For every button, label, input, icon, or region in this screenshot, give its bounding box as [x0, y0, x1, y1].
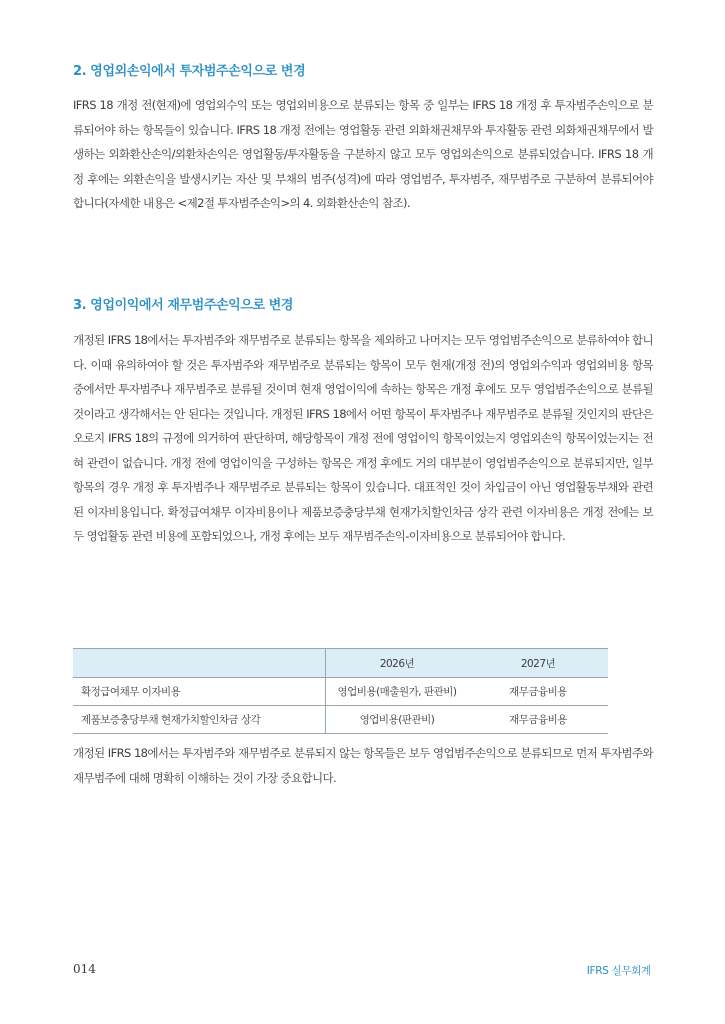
table-row: [73, 706, 608, 734]
running-footer-title: IFRS 실무회계: [586, 965, 651, 977]
table-cell: 제품보증충당부채 현재가치할인차금 상각: [73, 706, 326, 734]
section-2-paragraph: IFRS 18 개정 전(현재)에 영업외수익 또는 영업외비용으로 분류되는 항목 중 일부는 IFRS 18 개정 후 투자범주손익으로 분류되어야 하는 항목들이 있습니다. IFRS 18 개정 전에는 영업활동 관련 외화채권채무와 투자활동 관련 외화채권채무에서 발생하는 외화환산손익/외환차손익은 영업활동/투자활동을 구분하지 않고 모두 영업외손익으로 분류되었습니다. IFRS 18 개정 후에는 외환손익을 발생시키는 자산 및 부채의 범주(성격)에 따라 영업범주, 투자범주, 재무범주로 구분하여 분류되어야 합니다(자세한 내용은 <제2절 투자범주손익>의 4. 외화환산손익 참조).: [73, 98, 653, 210]
table-cell: 재무금융비용: [468, 706, 608, 734]
table-cell: 재무금융비용: [468, 678, 608, 706]
table-header-cell: [73, 649, 326, 678]
table-cell: 확정급여채무 이자비용: [73, 678, 326, 706]
section-3-paragraph-1: 개정된 IFRS 18에서는 투자범주와 재무범주로 분류되는 항목을 제외하고 나머지는 모두 영업범주손익으로 분류하여야 합니다. 이때 유의하여야 할 것은 투자범주와 재무범주로 분류되는 항목이 모두 현재(개정 전)의 영업외수익과 영업외비용 항목 중에서만 투자범주나 재무범주로 분류될 것이며 현재 영업이익에 속하는 항목은 개정 후에도 모두 영업범주손익으로 분류될 것이라고 생각해서는 안 된다는 것입니다. 개정된 IFRS 18에서 어떤 항목이 투자범주나 재무범주로 분류될 것인지의 판단은 오로지 IFRS 18의 규정에 의거하여 판단하며, 해당항목이 개정 전에 영업이익 항목이었는지 영업외손익 항목이었는지는 전혀 관련이 없습니다. 개정 전에 영업이익을 구성하는 항목은 개정 후에도 거의 대부분이 영업범주손익으로 분류되지만, 일부항목의 경우 개정 후 투자범주나 재무범주로 분류되는 항목이 있습니다. 대표적인 것이 차입금이 아닌 영업활동부채와 관련된 이자비용입니다. 확정급여채무 이자비용이나 제품보증충당부채 현재가치할인차금 상각 관련 이자비용은 개정 전에는 보두 영업활동 관련 비용에 포함되었으나, 개정 후에는 보두 재무범주손익-이자비용으로 분류되어야 합니다.: [73, 333, 653, 543]
classification-table: [73, 648, 608, 734]
table-cell: 영업비용(판관비): [326, 706, 469, 734]
table-cell: 영업비용(매출원가, 판관비): [326, 678, 469, 706]
table-header-cell: 2027년: [468, 649, 608, 678]
section-3-paragraph-2: 개정된 IFRS 18에서는 투자범주와 재무범주로 분류되지 않는 항목들은 보두 영업범주손익으로 분류되므로 먼저 투자범주와 재무범주에 대해 명확히 이해하는 것이 가장 중요합니다.: [73, 746, 653, 785]
table-row: [73, 678, 608, 706]
section-2-heading: 2. 영업외손익에서 투자범주손익으로 변경: [73, 64, 306, 79]
section-3-heading: 3. 영업이익에서 재무범주손익으로 변경: [73, 298, 294, 313]
table-header-cell: 2026년: [326, 649, 469, 678]
page-number: 014: [73, 962, 96, 976]
table-header-row: [73, 649, 608, 678]
